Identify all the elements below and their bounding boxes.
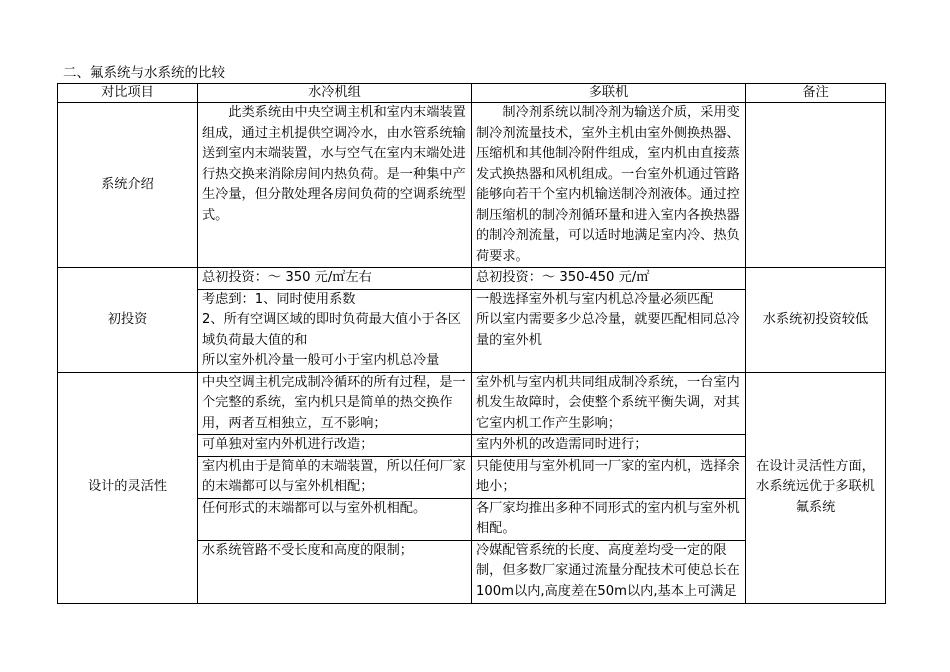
flex-vrf-4: 各厂家均推出多种不同形式的室内机与室外机相配。 (472, 498, 746, 540)
header-water-chiller: 水冷机组 (198, 84, 472, 103)
flex-water-5: 水系统管路不受长度和高度的限制； (198, 540, 472, 603)
water-cost: 总初投资：～ 350 元/㎡左右 (198, 268, 472, 290)
water-cost-detail: 考虑到：1、同时使用系数 2、所有空调区域的即时负荷最大值小于各区域负荷最大值的和 所以室外机冷量一般可小于室内机总冷量 (198, 289, 472, 372)
section-title: 二、氟系统与水系统的比较 (63, 65, 225, 81)
comparison-table (57, 83, 886, 604)
row-system-intro (58, 103, 886, 268)
flex-water-3: 室内机由于是简单的末端装置，所以任何厂家的末端都可以与室外机相配； (198, 456, 472, 498)
header-row (58, 84, 886, 103)
vrf-cost: 总初投资：～ 350-450 元/㎡ (472, 268, 746, 290)
intro-vrf-text: 制冷剂系统以制冷剂为输送介质，采用变制冷剂流量技术，室外主机由室外侧换热器、压缩机和其他制冷附件组成，室内机由直接蒸发式换热器和风机组成。一台室外机通过管路能够向若干个室内机输送制冷剂液体。通过控制压缩机的制冷剂循环量和进入室内各换热器的制冷剂流量，可以适时地满足室内冷、热负荷要求。 (472, 103, 746, 268)
flex-vrf-5: 冷媒配管系统的长度、高度差均受一定的限制，但多数厂家通过流量分配技术可使总长在100m以内,高度差在50m以内,基本上可满足 (476, 542, 740, 599)
intro-note (746, 103, 886, 268)
flex-vrf-3: 只能使用与室外机同一厂家的室内机，选择余地小； (472, 456, 746, 498)
flex-vrf-2: 室内外机的改造需同时进行； (472, 435, 746, 457)
intro-water-text: 此类系统由中央空调主机和室内末端装置组成，通过主机提供空调冷水，由水管系统输送到室内末端装置，水与空气在室内末端处进行热交换来消除房间内热负荷。是一种集中产生冷量，但分散处理各房间负荷的空调系统型式。 (198, 103, 472, 268)
flexibility-note: 在设计灵活性方面，水系统远优于多联机氟系统 (746, 372, 886, 603)
header-remarks: 备注 (746, 84, 886, 103)
label-system-intro: 系统介绍 (58, 103, 198, 268)
vrf-cost-detail: 一般选择室外机与室内机总冷量必须匹配 所以室内需要多少总冷量，就要匹配相同总冷量的室外机 (472, 289, 746, 372)
investment-note: 水系统初投资较低 (746, 268, 886, 373)
flex-water-4: 任何形式的末端都可以与室外机相配。 (198, 498, 472, 540)
header-vrf: 多联机 (472, 84, 746, 103)
header-compare-item: 对比项目 (58, 84, 198, 103)
label-investment: 初投资 (58, 268, 198, 373)
row-investment-cost (58, 268, 886, 290)
flex-water-2: 可单独对室内外机进行改造； (198, 435, 472, 457)
flex-water-1: 中央空调主机完成制冷循环的所有过程，是一个完整的系统，室内机只是简单的热交换作用，两者互相独立，互不影响； (198, 372, 472, 435)
flex-vrf-1: 室外机与室内机共同组成制冷系统，一台室内机发生故障时，会使整个系统平衡失调，对其它室内机工作产生影响； (472, 372, 746, 435)
label-flexibility: 设计的灵活性 (58, 372, 198, 603)
flex-vrf-5-cell (472, 540, 746, 603)
row-flex-1 (58, 372, 886, 435)
